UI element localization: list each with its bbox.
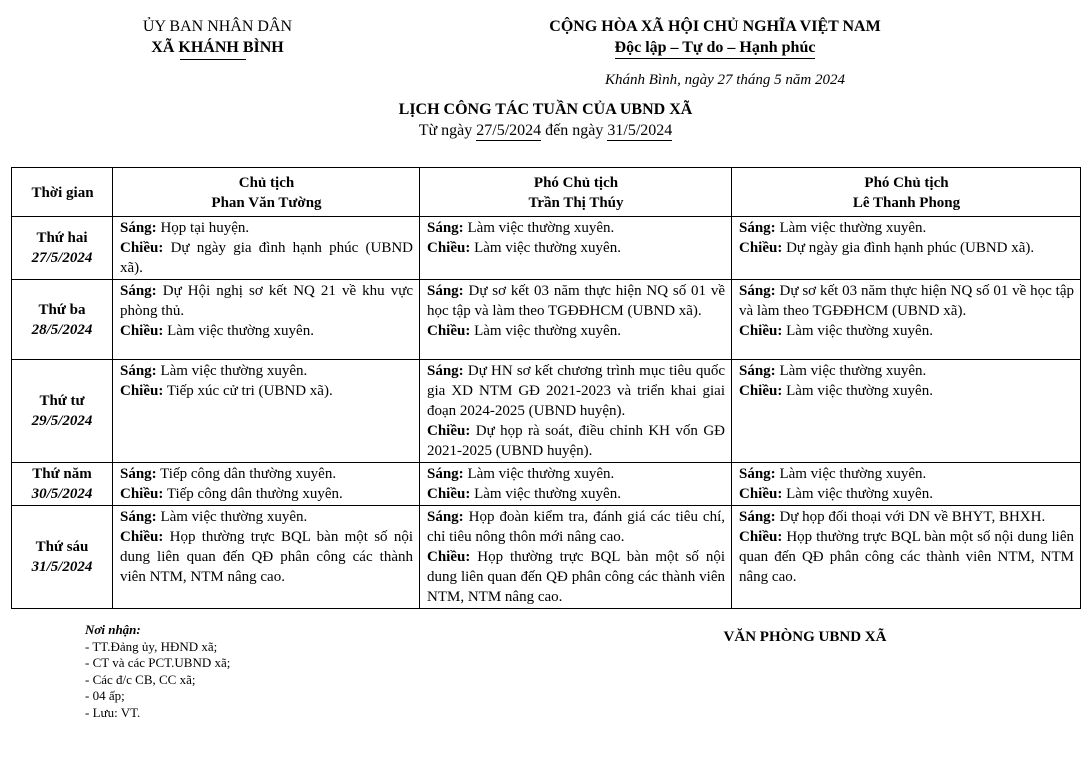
session-text: Dự sơ kết 03 năm thực hiện NQ số 01 về học tập và làm theo TGĐĐHCM (UBND xã). [739, 283, 1074, 319]
session-label: Chiều: [120, 240, 164, 256]
afternoon-entry [120, 381, 413, 401]
session-text: Làm việc thường xuyên. [470, 323, 621, 339]
afternoon-entry [120, 238, 413, 278]
day-date: 27/5/2024 [31, 250, 93, 266]
session-label: Chiều: [427, 486, 471, 502]
afternoon-entry [427, 547, 725, 607]
morning-entry [739, 361, 1074, 381]
session-text: Tiếp công dân thường xuyên. [156, 466, 337, 482]
afternoon-entry [739, 381, 1074, 401]
range-start-date: 27/5/2024 [476, 122, 542, 139]
header-chairman: Chủ tịch Phan Văn Tường [113, 168, 420, 217]
morning-entry [739, 464, 1074, 484]
schedule-cell [113, 506, 420, 609]
schedule-cell [113, 217, 420, 280]
morning-entry [427, 507, 725, 547]
afternoon-entry [427, 321, 725, 341]
session-label: Sáng: [427, 363, 464, 379]
schedule-cell [113, 280, 420, 360]
session-text: Dự Hội nghị sơ kết NQ 21 về khu vực phòng thủ. [120, 283, 413, 319]
schedule-cell [113, 360, 420, 463]
schedule-cell [420, 463, 732, 506]
range-prefix: Từ ngày [418, 122, 477, 139]
session-text: Làm việc thường xuyên. [775, 220, 927, 236]
session-label: Sáng: [739, 283, 776, 299]
session-label: Sáng: [120, 283, 157, 299]
schedule-cell [732, 463, 1081, 506]
session-label: Sáng: [120, 509, 157, 525]
session-label: Sáng: [120, 363, 157, 379]
morning-entry [739, 218, 1074, 238]
session-label: Chiều: [120, 383, 164, 399]
recipients-block [85, 622, 230, 721]
session-text: Làm việc thường xuyên. [463, 220, 615, 236]
schedule-cell [113, 463, 420, 506]
schedule-cell [420, 360, 732, 463]
table-header-row [12, 168, 1081, 217]
schedule-cell [732, 217, 1081, 280]
session-text: Làm việc thường xuyên. [782, 383, 933, 399]
afternoon-entry [739, 238, 1074, 258]
morning-entry [427, 281, 725, 321]
range-middle: đến ngày [541, 122, 608, 139]
session-text: Họp tại huyện. [156, 220, 250, 236]
day-name: Thứ sáu [35, 539, 89, 555]
session-text: Dự họp đối thoại với DN về BHYT, BHXH. [775, 509, 1046, 525]
schedule-table [11, 167, 1081, 609]
session-label: Sáng: [739, 466, 776, 482]
session-label: Chiều: [427, 323, 471, 339]
table-row [12, 463, 1081, 506]
session-text: Làm việc thường xuyên. [775, 466, 927, 482]
morning-entry [427, 218, 725, 238]
recipient-item: - Các đ/c CB, CC xã; [85, 671, 196, 687]
day-cell [12, 506, 113, 609]
session-text: Họp thường trực BQL bàn một số nội dung liên quan đến QĐ phân công các thành viên NTM, NTM nâng cao. [427, 549, 725, 605]
session-text: Làm việc thường xuyên. [463, 466, 615, 482]
session-label: Sáng: [427, 509, 464, 525]
session-label: Sáng: [739, 509, 776, 525]
day-date: 28/5/2024 [31, 321, 93, 338]
session-text: Làm việc thường xuyên. [156, 363, 308, 379]
recipient-item: - CT và các PCT.UBND xã; [85, 655, 231, 670]
day-cell [12, 280, 113, 360]
agency-underline [180, 59, 246, 60]
table-row [12, 506, 1081, 609]
session-text: Dự ngày gia đình hạnh phúc (UBND xã). [120, 240, 413, 276]
session-label: Sáng: [739, 220, 776, 236]
morning-entry [739, 281, 1074, 321]
schedule-cell [732, 280, 1081, 360]
signature-office: VĂN PHÒNG UBND XÃ [723, 629, 887, 645]
day-date: 30/5/2024 [31, 486, 93, 502]
day-cell [12, 360, 113, 463]
schedule-cell [420, 506, 732, 609]
session-label: Chiều: [739, 486, 783, 502]
table-row [12, 280, 1081, 360]
document-dateline: Khánh Bình, ngày 27 tháng 5 năm 2024 [605, 72, 845, 88]
day-name: Thứ tư [39, 393, 85, 409]
day-name: Thứ hai [36, 230, 88, 246]
session-text: Dự họp rà soát, điều chỉnh KH vốn GĐ 2021-2025 (UBND huyện). [427, 423, 725, 459]
session-label: Sáng: [427, 220, 464, 236]
day-cell [12, 217, 113, 280]
session-text: Tiếp xúc cử tri (UBND xã). [163, 383, 333, 399]
session-label: Chiều: [427, 549, 471, 565]
schedule-cell [732, 360, 1081, 463]
session-label: Chiều: [120, 486, 164, 502]
session-text: Họp thường trực BQL bàn một số nội dung liên quan đến QĐ phân công các thành viên NTM, NTM nâng cao. [120, 529, 413, 585]
day-name: Thứ năm [32, 466, 92, 482]
document-title: LỊCH CÔNG TÁC TUẦN CỦA UBND XÃ [398, 101, 693, 118]
morning-entry [427, 464, 725, 484]
session-label: Sáng: [120, 220, 157, 236]
morning-entry [120, 507, 413, 527]
session-label: Chiều: [427, 240, 471, 256]
day-date: 31/5/2024 [31, 559, 93, 575]
session-text: Dự sơ kết 03 năm thực hiện NQ số 01 về học tập và làm theo TGĐĐHCM (UBND xã). [427, 283, 725, 319]
session-label: Sáng: [739, 363, 776, 379]
session-label: Sáng: [120, 466, 157, 482]
recipients-heading: Nơi nhận: [85, 622, 141, 637]
schedule-cell [420, 217, 732, 280]
session-label: Chiều: [427, 423, 471, 439]
issuing-agency [85, 16, 350, 60]
morning-entry [427, 361, 725, 421]
session-text: Họp thường trực BQL bàn một số nội dung liên quan đến QĐ phân công các thành viên NTM, NTM nâng cao. [739, 529, 1074, 585]
session-text: Làm việc thường xuyên. [782, 486, 933, 502]
session-text: Làm việc thường xuyên. [470, 486, 621, 502]
morning-entry [120, 464, 413, 484]
recipient-item: - Lưu: VT. [85, 704, 141, 720]
agency-line-2: XÃ KHÁNH BÌNH [151, 39, 284, 56]
afternoon-entry [120, 484, 413, 504]
afternoon-entry [120, 527, 413, 587]
recipient-item: - 04 ấp; [85, 688, 125, 703]
morning-entry [120, 361, 413, 381]
header-vice-chair-1: Phó Chủ tịch Trần Thị Thúy [420, 168, 732, 217]
session-text: Làm việc thường xuyên. [163, 323, 314, 339]
session-label: Sáng: [427, 283, 464, 299]
session-label: Chiều: [739, 529, 783, 545]
day-date: 29/5/2024 [31, 413, 93, 429]
session-text: Dự HN sơ kết chương trình mục tiêu quốc gia XD NTM GĐ 2021-2023 và triển khai giai đoạn 2024-2025 (UBND huyện). [427, 363, 725, 419]
session-text: Làm việc thường xuyên. [156, 509, 308, 525]
range-end-date: 31/5/2024 [607, 122, 673, 139]
header-vice-chair-2: Phó Chủ tịch Lê Thanh Phong [732, 168, 1081, 217]
recipient-item: - TT.Đảng ủy, HĐND xã; [85, 638, 218, 654]
session-text: Tiếp công dân thường xuyên. [163, 486, 343, 502]
morning-entry [739, 507, 1074, 527]
schedule-cell [732, 506, 1081, 609]
session-label: Chiều: [739, 240, 783, 256]
afternoon-entry [739, 321, 1074, 341]
morning-entry [120, 281, 413, 321]
table-row [12, 360, 1081, 463]
country-name: CỘNG HÒA XÃ HỘI CHỦ NGHĨA VIỆT NAM [549, 18, 881, 35]
agency-line-1: ỦY BAN NHÂN DÂN [142, 18, 293, 35]
session-label: Chiều: [739, 383, 783, 399]
day-cell [12, 463, 113, 506]
national-motto: Độc lập – Tự do – Hạnh phúc [615, 38, 816, 59]
header-time: Thời gian [12, 168, 113, 217]
table-row [12, 217, 1081, 280]
session-text: Làm việc thường xuyên. [782, 323, 933, 339]
session-text: Dự ngày gia đình hạnh phúc (UBND xã). [782, 240, 1035, 256]
afternoon-entry [427, 421, 725, 461]
afternoon-entry [427, 484, 725, 504]
day-name: Thứ ba [38, 301, 86, 318]
national-heading [470, 16, 960, 59]
session-label: Chiều: [120, 323, 164, 339]
session-label: Chiều: [739, 323, 783, 339]
session-text: Làm việc thường xuyên. [470, 240, 621, 256]
afternoon-entry [427, 238, 725, 258]
session-text: Họp đoàn kiểm tra, đánh giá các tiêu chí, chỉ tiêu nông thôn mới nâng cao. [427, 509, 725, 545]
schedule-cell [420, 280, 732, 360]
morning-entry [120, 218, 413, 238]
session-label: Chiều: [120, 529, 164, 545]
afternoon-entry [739, 527, 1074, 587]
date-range [0, 121, 1091, 141]
afternoon-entry [120, 321, 413, 341]
session-text: Làm việc thường xuyên. [775, 363, 927, 379]
session-label: Sáng: [427, 466, 464, 482]
afternoon-entry [739, 484, 1074, 504]
